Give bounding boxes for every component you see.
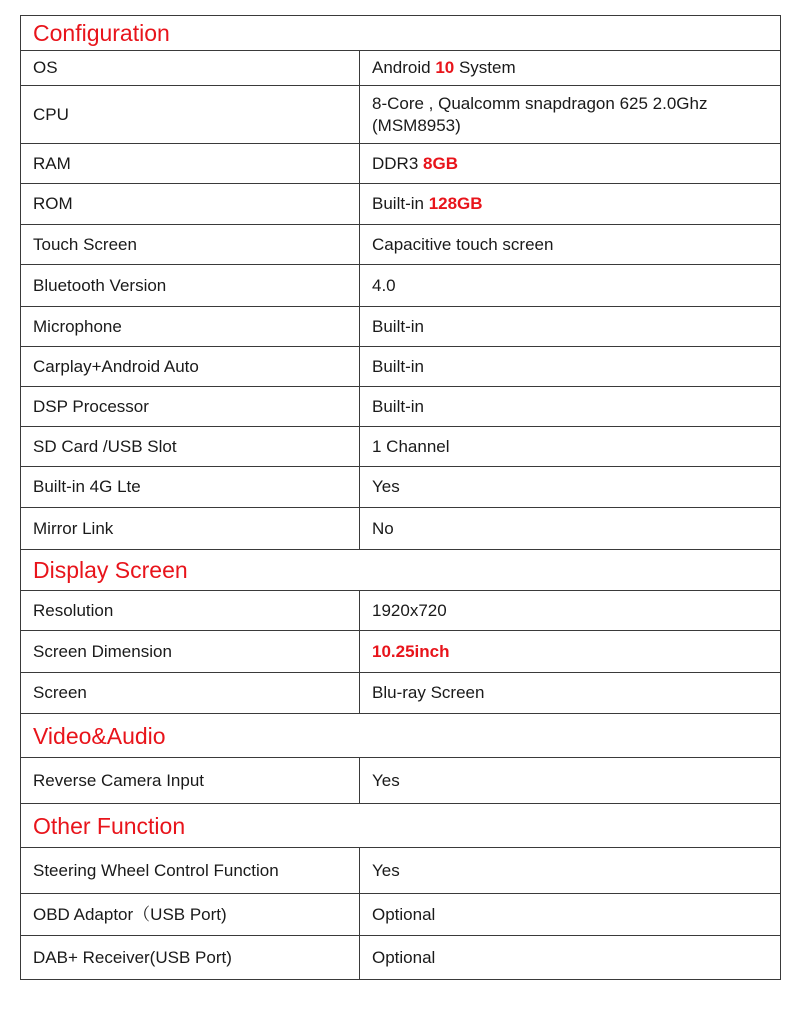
spec-row-sd-card xyxy=(21,427,781,467)
spec-row-cpu xyxy=(21,86,781,144)
spec-row-screen xyxy=(21,673,781,714)
spec-label: ROM xyxy=(21,184,360,225)
spec-value: Built-in 128GB xyxy=(360,184,781,225)
spec-row-4g-lte xyxy=(21,467,781,508)
spec-value: Built-in xyxy=(360,347,781,387)
section-title: Configuration xyxy=(21,16,781,51)
spec-label: SD Card /USB Slot xyxy=(21,427,360,467)
section-title: Display Screen xyxy=(21,550,781,591)
spec-row-resolution xyxy=(21,591,781,631)
spec-label: Mirror Link xyxy=(21,508,360,550)
section-title: Other Function xyxy=(21,804,781,848)
spec-row-ram xyxy=(21,144,781,184)
spec-label: Resolution xyxy=(21,591,360,631)
spec-row-reverse-camera xyxy=(21,758,781,804)
spec-row-steering-wheel xyxy=(21,848,781,894)
section-video-audio xyxy=(21,714,781,758)
spec-table xyxy=(20,15,781,980)
spec-row-bluetooth xyxy=(21,265,781,307)
spec-row-dab-receiver xyxy=(21,936,781,980)
spec-row-microphone xyxy=(21,307,781,347)
spec-label: Screen Dimension xyxy=(21,631,360,673)
spec-value: Yes xyxy=(360,848,781,894)
section-display-screen xyxy=(21,550,781,591)
spec-value: Android 10 System xyxy=(360,51,781,86)
spec-row-mirror-link xyxy=(21,508,781,550)
spec-row-carplay xyxy=(21,347,781,387)
section-title: Video&Audio xyxy=(21,714,781,758)
spec-label: Bluetooth Version xyxy=(21,265,360,307)
spec-label: Carplay+Android Auto xyxy=(21,347,360,387)
spec-label: Touch Screen xyxy=(21,225,360,265)
spec-label: OBD Adaptor（USB Port) xyxy=(21,894,360,936)
spec-row-dsp xyxy=(21,387,781,427)
spec-label: DAB+ Receiver(USB Port) xyxy=(21,936,360,980)
spec-value: Blu-ray Screen xyxy=(360,673,781,714)
section-configuration xyxy=(21,16,781,51)
spec-value: Optional xyxy=(360,894,781,936)
spec-value: 8-Core , Qualcomm snapdragon 625 2.0Ghz (MSM8953) xyxy=(360,86,781,144)
spec-value: Built-in xyxy=(360,387,781,427)
spec-label: Built-in 4G Lte xyxy=(21,467,360,508)
spec-value: 1 Channel xyxy=(360,427,781,467)
spec-value: Yes xyxy=(360,467,781,508)
spec-label: Microphone xyxy=(21,307,360,347)
spec-label: DSP Processor xyxy=(21,387,360,427)
spec-value: DDR3 8GB xyxy=(360,144,781,184)
spec-value: Optional xyxy=(360,936,781,980)
spec-row-obd-adaptor xyxy=(21,894,781,936)
spec-value: No xyxy=(360,508,781,550)
spec-label: Screen xyxy=(21,673,360,714)
section-other-function xyxy=(21,804,781,848)
spec-value: Yes xyxy=(360,758,781,804)
spec-value: 4.0 xyxy=(360,265,781,307)
spec-row-touch-screen xyxy=(21,225,781,265)
highlight-value: 10 xyxy=(435,58,455,77)
spec-row-os xyxy=(21,51,781,86)
spec-row-screen-dimension xyxy=(21,631,781,673)
highlight-value: 128GB xyxy=(428,194,483,213)
spec-label: RAM xyxy=(21,144,360,184)
spec-row-rom xyxy=(21,184,781,225)
spec-label: Reverse Camera Input xyxy=(21,758,360,804)
spec-label: OS xyxy=(21,51,360,86)
spec-value: Built-in xyxy=(360,307,781,347)
spec-label: Steering Wheel Control Function xyxy=(21,848,360,894)
highlight-value: 8GB xyxy=(423,153,458,173)
spec-value: Capacitive touch screen xyxy=(360,225,781,265)
spec-value: 1920x720 xyxy=(360,591,781,631)
highlight-value: 10.25inch xyxy=(360,631,781,673)
spec-label: CPU xyxy=(21,86,360,144)
